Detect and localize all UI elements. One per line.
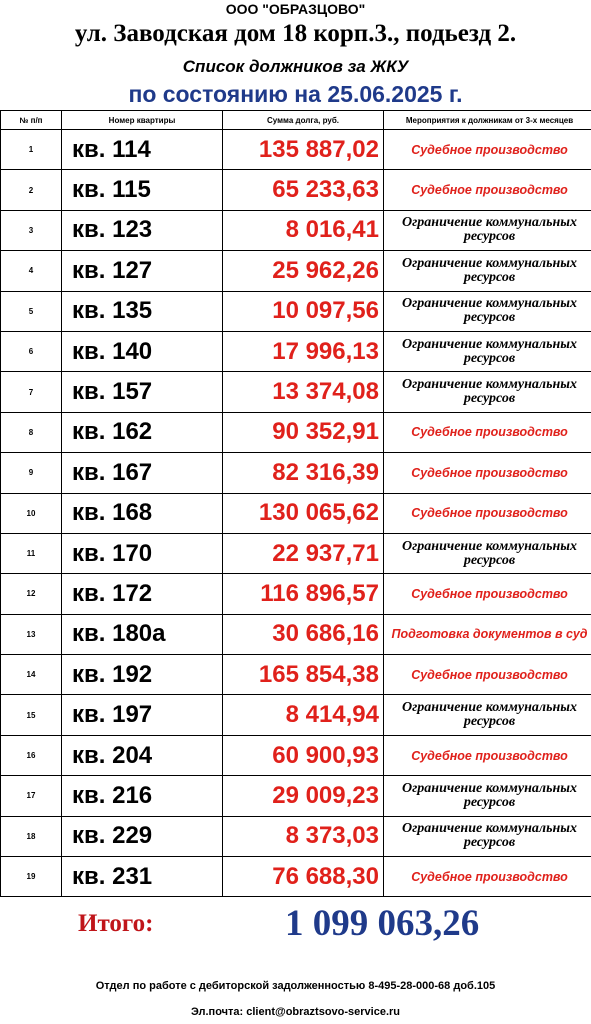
debtor-action: Судебное производство bbox=[384, 857, 591, 897]
row-number: 6 bbox=[1, 331, 62, 371]
debt-amount: 22 937,71 bbox=[223, 533, 384, 573]
total-label: Итого: bbox=[78, 910, 154, 937]
row-number: 17 bbox=[1, 776, 62, 816]
column-header-debt: Сумма долга, руб. bbox=[223, 111, 384, 130]
table-row bbox=[1, 655, 591, 695]
debtor-action: Ограничение коммунальных ресурсов bbox=[384, 776, 591, 816]
email-contact: Эл.почта: client@obraztsovo-service.ru bbox=[190, 1006, 401, 1018]
total-value: 1 099 063,26 bbox=[285, 903, 480, 944]
list-title: Список должников за ЖКУ bbox=[182, 57, 409, 76]
table-row bbox=[1, 210, 591, 250]
debtor-action: Ограничение коммунальных ресурсов bbox=[384, 210, 591, 250]
debtor-action: Судебное производство bbox=[384, 493, 591, 533]
status-date: по состоянию на 25.06.2025 г. bbox=[128, 81, 463, 107]
table-row bbox=[1, 533, 591, 573]
row-number: 12 bbox=[1, 574, 62, 614]
column-header-number: № п/п bbox=[1, 111, 62, 130]
apartment-number: кв. 115 bbox=[62, 170, 223, 210]
debtor-action: Судебное производство bbox=[384, 130, 591, 170]
table-row bbox=[1, 453, 591, 493]
row-number: 7 bbox=[1, 372, 62, 412]
debtor-action: Ограничение коммунальных ресурсов bbox=[384, 372, 591, 412]
debtor-action: Судебное производство bbox=[384, 735, 591, 775]
debt-amount: 60 900,93 bbox=[223, 735, 384, 775]
row-number: 11 bbox=[1, 533, 62, 573]
table-row bbox=[1, 493, 591, 533]
table-row bbox=[1, 412, 591, 452]
debt-amount: 130 065,62 bbox=[223, 493, 384, 533]
row-number: 15 bbox=[1, 695, 62, 735]
debtor-action: Судебное производство bbox=[384, 574, 591, 614]
apartment-number: кв. 204 bbox=[62, 735, 223, 775]
debt-amount: 29 009,23 bbox=[223, 776, 384, 816]
apartment-number: кв. 162 bbox=[62, 412, 223, 452]
debtor-action: Судебное производство bbox=[384, 170, 591, 210]
table-row bbox=[1, 170, 591, 210]
table-body bbox=[1, 130, 591, 897]
apartment-number: кв. 216 bbox=[62, 776, 223, 816]
apartment-number: кв. 170 bbox=[62, 533, 223, 573]
row-number: 9 bbox=[1, 453, 62, 493]
debtor-action: Ограничение коммунальных ресурсов bbox=[384, 816, 591, 856]
table-row bbox=[1, 372, 591, 412]
debt-amount: 135 887,02 bbox=[223, 130, 384, 170]
debt-amount: 90 352,91 bbox=[223, 412, 384, 452]
table-row bbox=[1, 614, 591, 654]
department-contact: Отдел по работе с дебиторской задолженностью 8-495-28-000-68 доб.105 bbox=[95, 980, 496, 992]
apartment-number: кв. 114 bbox=[62, 130, 223, 170]
row-number: 2 bbox=[1, 170, 62, 210]
apartment-number: кв. 123 bbox=[62, 210, 223, 250]
debtor-action: Ограничение коммунальных ресурсов bbox=[384, 533, 591, 573]
apartment-number: кв. 140 bbox=[62, 331, 223, 371]
debt-amount: 8 414,94 bbox=[223, 695, 384, 735]
table-header-row bbox=[1, 111, 591, 130]
apartment-number: кв. 167 bbox=[62, 453, 223, 493]
row-number: 1 bbox=[1, 130, 62, 170]
table-row bbox=[1, 130, 591, 170]
column-header-apartment: Номер квартиры bbox=[62, 111, 223, 130]
debt-amount: 65 233,63 bbox=[223, 170, 384, 210]
building-address: ул. Заводская дом 18 корп.3., подьезд 2. bbox=[74, 20, 517, 47]
table-row bbox=[1, 816, 591, 856]
apartment-number: кв. 192 bbox=[62, 655, 223, 695]
apartment-number: кв. 172 bbox=[62, 574, 223, 614]
row-number: 10 bbox=[1, 493, 62, 533]
table-row bbox=[1, 291, 591, 331]
company-name: ООО "ОБРАЗЦОВО" bbox=[225, 1, 366, 17]
row-number: 13 bbox=[1, 614, 62, 654]
debt-amount: 8 373,03 bbox=[223, 816, 384, 856]
row-number: 16 bbox=[1, 735, 62, 775]
table-row bbox=[1, 857, 591, 897]
row-number: 14 bbox=[1, 655, 62, 695]
debtor-action: Ограничение коммунальных ресурсов bbox=[384, 251, 591, 291]
column-header-actions: Мероприятия к должникам от 3-х месяцев bbox=[384, 111, 591, 130]
debt-amount: 17 996,13 bbox=[223, 331, 384, 371]
debtors-table bbox=[0, 110, 591, 897]
apartment-number: кв. 168 bbox=[62, 493, 223, 533]
row-number: 8 bbox=[1, 412, 62, 452]
debt-amount: 10 097,56 bbox=[223, 291, 384, 331]
debt-amount: 76 688,30 bbox=[223, 857, 384, 897]
row-number: 19 bbox=[1, 857, 62, 897]
debt-amount: 82 316,39 bbox=[223, 453, 384, 493]
debtor-action: Ограничение коммунальных ресурсов bbox=[384, 331, 591, 371]
debt-amount: 116 896,57 bbox=[223, 574, 384, 614]
apartment-number: кв. 157 bbox=[62, 372, 223, 412]
debtor-action: Подготовка документов в суд bbox=[384, 614, 591, 654]
row-number: 5 bbox=[1, 291, 62, 331]
debtor-action: Судебное производство bbox=[384, 412, 591, 452]
debt-amount: 25 962,26 bbox=[223, 251, 384, 291]
debt-amount: 30 686,16 bbox=[223, 614, 384, 654]
apartment-number: кв. 127 bbox=[62, 251, 223, 291]
apartment-number: кв. 231 bbox=[62, 857, 223, 897]
table-row bbox=[1, 735, 591, 775]
row-number: 4 bbox=[1, 251, 62, 291]
table-row bbox=[1, 695, 591, 735]
debtor-action: Судебное производство bbox=[384, 453, 591, 493]
table-row bbox=[1, 331, 591, 371]
debt-amount: 13 374,08 bbox=[223, 372, 384, 412]
row-number: 18 bbox=[1, 816, 62, 856]
apartment-number: кв. 135 bbox=[62, 291, 223, 331]
table-row bbox=[1, 776, 591, 816]
table-row bbox=[1, 574, 591, 614]
debt-amount: 8 016,41 bbox=[223, 210, 384, 250]
debtor-action: Судебное производство bbox=[384, 655, 591, 695]
apartment-number: кв. 229 bbox=[62, 816, 223, 856]
debtor-action: Ограничение коммунальных ресурсов bbox=[384, 291, 591, 331]
debtor-action: Ограничение коммунальных ресурсов bbox=[384, 695, 591, 735]
row-number: 3 bbox=[1, 210, 62, 250]
apartment-number: кв. 180а bbox=[62, 614, 223, 654]
apartment-number: кв. 197 bbox=[62, 695, 223, 735]
debt-amount: 165 854,38 bbox=[223, 655, 384, 695]
table-row bbox=[1, 251, 591, 291]
